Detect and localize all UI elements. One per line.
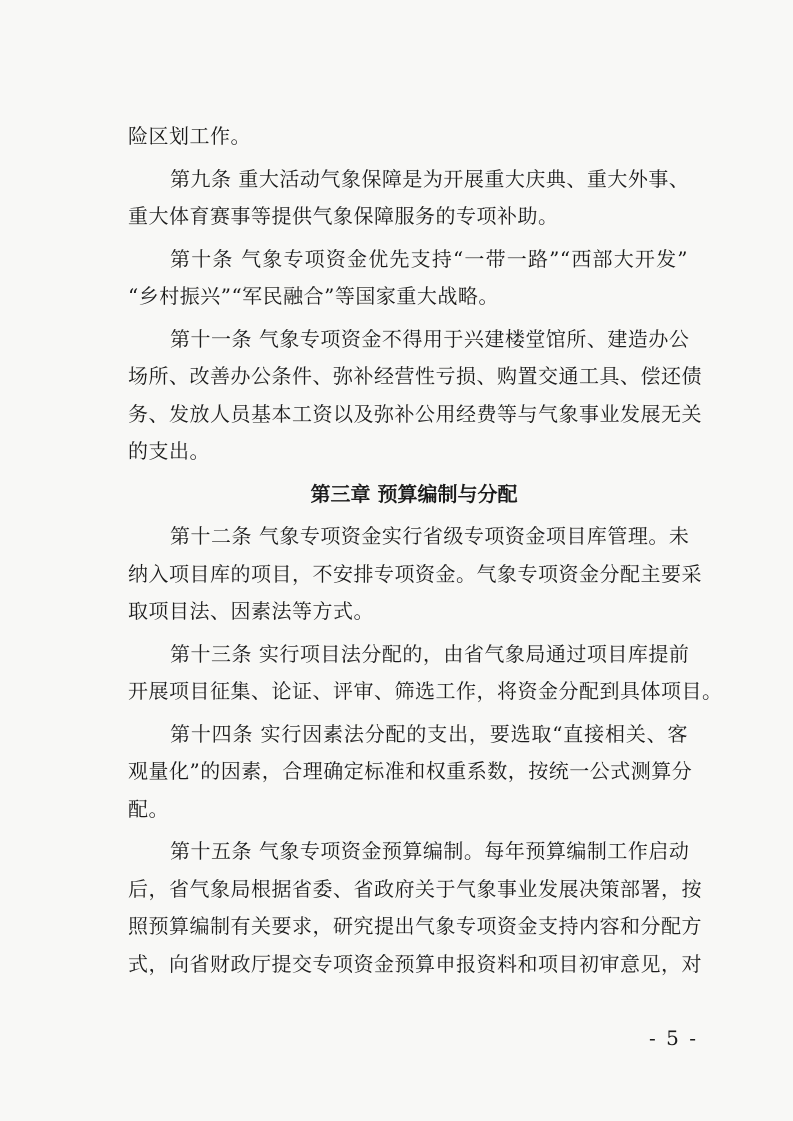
article-13-line-1: 第十三条 实行项目法分配的，由省气象局通过项目库提前 bbox=[170, 641, 690, 666]
article-14-line-1: 第十四条 实行因素法分配的支出，要选取“直接相关、客 bbox=[170, 721, 688, 746]
page-number: - 5 - bbox=[649, 1026, 698, 1050]
chapter-heading: 第三章 预算编制与分配 bbox=[310, 481, 518, 506]
article-15-line-3: 照预算编制有关要求，研究提出气象专项资金支持内容和分配方 bbox=[128, 914, 702, 938]
article-12-line-2: 纳入项目库的项目，不安排专项资金。气象专项资金分配主要采 bbox=[128, 561, 702, 586]
article-11-line-3: 务、发放人员基本工资以及弥补公用经费等与气象事业发展无关 bbox=[128, 401, 702, 426]
article-11-line-2: 场所、改善办公条件、弥补经营性亏损、购置交通工具、偿还债 bbox=[128, 364, 702, 388]
article-9-line-1: 第九条 重大活动气象保障是为开展重大庆典、重大外事、 bbox=[170, 166, 690, 191]
article-9-line-2: 重大体育赛事等提供气象保障服务的专项补助。 bbox=[128, 204, 559, 228]
article-11-line-4: 的支出。 bbox=[128, 439, 210, 463]
article-11-line-1: 第十一条 气象专项资金不得用于兴建楼堂馆所、建造办公 bbox=[170, 326, 690, 351]
article-15-line-1: 第十五条 气象专项资金预算编制。每年预算编制工作启动 bbox=[170, 839, 690, 863]
article-14-line-2: 观量化”的因素，合理确定标准和权重系数，按统一公式测算分 bbox=[128, 759, 693, 783]
document-body bbox=[128, 118, 723, 983]
article-13-line-2: 开展项目征集、论证、评审、筛选工作，将资金分配到具体项目。 bbox=[128, 679, 723, 703]
article-15-line-4: 式，向省财政厅提交专项资金预算申报资料和项目初审意见，对 bbox=[128, 951, 702, 976]
article-10-line-1: 第十条 气象专项资金优先支持“一带一路”“西部大开发” bbox=[170, 246, 688, 271]
article-12-line-3: 取项目法、因素法等方式。 bbox=[128, 599, 374, 623]
article-12-line-1: 第十二条 气象专项资金实行省级专项资金项目库管理。未 bbox=[170, 524, 690, 548]
article-15-line-2: 后，省气象局根据省委、省政府关于气象事业发展决策部署，按 bbox=[128, 876, 702, 901]
text-line: 险区划工作。 bbox=[128, 124, 251, 148]
article-14-line-3: 配。 bbox=[128, 796, 169, 821]
article-10-line-2: “乡村振兴”“军民融合”等国家重大战略。 bbox=[128, 284, 499, 308]
